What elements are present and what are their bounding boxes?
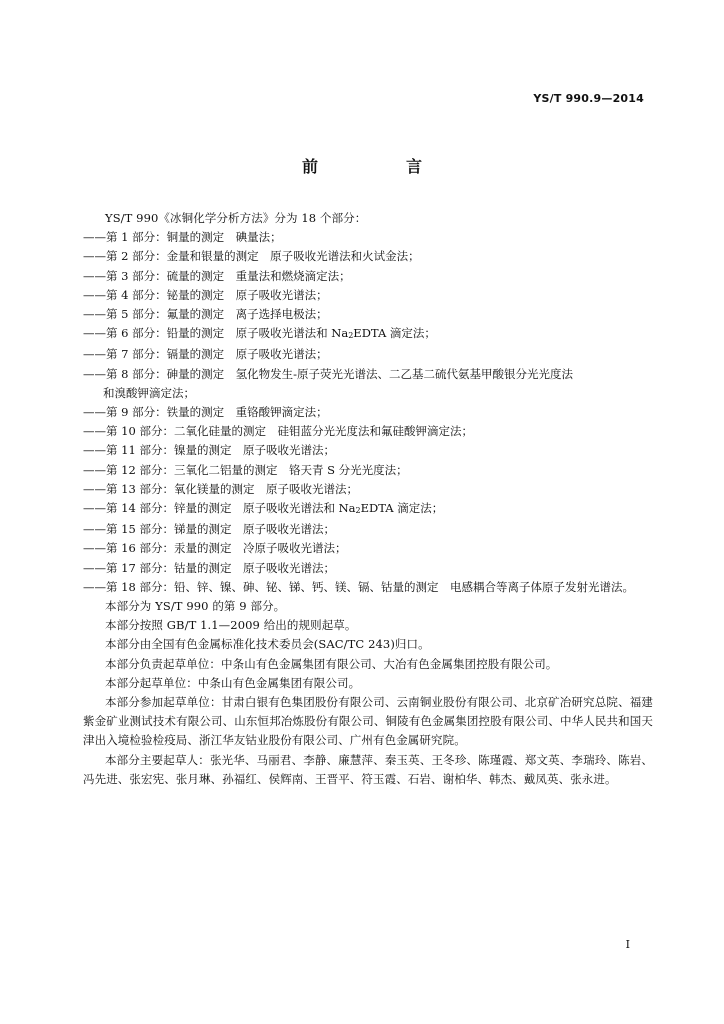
part-list-item-text: ——第 2 部分：金量和银量的测定 原子吸收光谱法和火试金法； [83,249,420,264]
page-number: I [625,938,630,951]
part-list-item-text: ——第 10 部分：二氧化硅量的测定 硅钼蓝分光光度法和氟硅酸钾滴定法； [83,424,473,439]
part-list-item [83,324,653,345]
part-list-item [83,480,653,499]
part-list-item [83,286,653,305]
part-list-item-text: ——第 3 部分：硫量的测定 重量法和燃烧滴定法； [83,268,351,283]
paragraph-participating-units: 本部分参加起草单位：甘肃白银有色集团股份有限公司、云南铜业股份有限公司、北京矿冶研究总院、福建紫金矿业测试技术有限公司、山东恒邦冶炼股份有限公司、铜陵有色金属集团控股有限公司、中华人民共和国天津出入境检验检疫局、浙江华友钴业股份有限公司、广州有色金属研究院。 [83,695,653,748]
part-list-item [83,228,653,247]
part-list-item [83,384,653,403]
paragraph-drafting-rules: 本部分按照 GB/T 1.1—2009 给出的规则起草。 [105,618,357,633]
foreword-body [83,209,653,789]
standard-code: YS/T 990.9—2014 [533,92,644,105]
paragraph-administered-by: 本部分由全国有色金属标准化技术委员会(SAC/TC 243)归口。 [105,637,430,652]
subscript: 2 [355,506,361,516]
part-list-item [83,441,653,460]
parts-list [83,228,653,597]
part-list-item [83,422,653,441]
part-list-item-text: ——第 16 部分：汞量的测定 冷原子吸收光谱法； [83,541,347,556]
part-list-item-text: ——第 7 部分：镉量的测定 原子吸收光谱法； [83,347,328,362]
part-list-item [83,267,653,286]
paragraph-main-drafters: 本部分主要起草人：张光华、马丽君、李静、廉慧萍、秦玉英、王冬珍、陈瑾霞、郑文英、李瑞玲、陈岩、冯先进、张宏宪、张月琳、孙福红、侯辉南、王晋平、符玉霞、石岩、谢柏华、韩杰、戴凤英、张永进。 [83,752,653,786]
part-list-item [83,305,653,324]
part-list-item-text: ——第 4 部分：铋量的测定 原子吸收光谱法； [83,287,328,302]
part-list-item [83,499,653,520]
part-list-item [83,403,653,422]
part-list-item-text: ——第 15 部分：锑量的测定 原子吸收光谱法； [83,522,335,537]
intro-line: YS/T 990《冰铜化学分析方法》分为 18 个部分： [105,211,367,225]
part-list-item-text: ——第 8 部分：砷量的测定 氢化物发生-原子荧光光谱法、二乙基二硫代氨基甲酸银分光光度法 [83,366,574,381]
part-list-item [83,345,653,364]
part-list-item-text: ——第 12 部分：三氧化二铝量的测定 铬天青 S 分光光度法； [83,462,408,477]
part-list-item-text: ——第 5 部分：氟量的测定 离子选择电极法； [83,307,328,322]
part-list-item-text: ——第 1 部分：铜量的测定 碘量法； [83,230,282,245]
part-list-item-text: ——第 14 部分：锌量的测定 原子吸收光谱法和 Na [83,501,356,516]
part-list-item [83,365,653,384]
paragraph-drafting-unit: 本部分起草单位：中条山有色金属集团有限公司。 [105,675,361,690]
part-list-item [83,559,653,578]
part-list-item [83,539,653,558]
part-list-item-text: ——第 9 部分：铁量的测定 重铬酸钾滴定法； [83,405,328,420]
part-list-item [83,520,653,539]
part-list-item-text: ——第 6 部分：铅量的测定 原子吸收光谱法和 Na [83,326,349,341]
part-list-item-tail: EDTA 滴定法； [353,326,436,341]
part-list-item-text: ——第 17 部分：钴量的测定 原子吸收光谱法； [83,560,335,575]
subscript: 2 [348,331,354,341]
page-title: 前 言 [301,157,458,176]
part-list-item-text: 和溴酸钾滴定法； [103,385,195,400]
paragraph-part-number: 本部分为 YS/T 990 的第 9 部分。 [105,599,286,614]
part-list-item-text: ——第 18 部分：铅、锌、镍、砷、铋、锑、钙、镁、镉、钴量的测定 电感耦合等离子体原子发射光谱法。 [83,579,634,594]
part-list-item [83,578,653,597]
paragraph-responsible-drafter: 本部分负责起草单位：中条山有色金属集团有限公司、大冶有色金属集团控股有限公司。 [105,656,558,671]
part-list-item-text: ——第 13 部分：氧化镁量的测定 原子吸收光谱法； [83,481,358,496]
part-list-item [83,247,653,266]
part-list-item-text: ——第 11 部分：镍量的测定 原子吸收光谱法； [83,443,335,458]
part-list-item [83,461,653,480]
part-list-item-tail: EDTA 滴定法； [360,501,444,516]
